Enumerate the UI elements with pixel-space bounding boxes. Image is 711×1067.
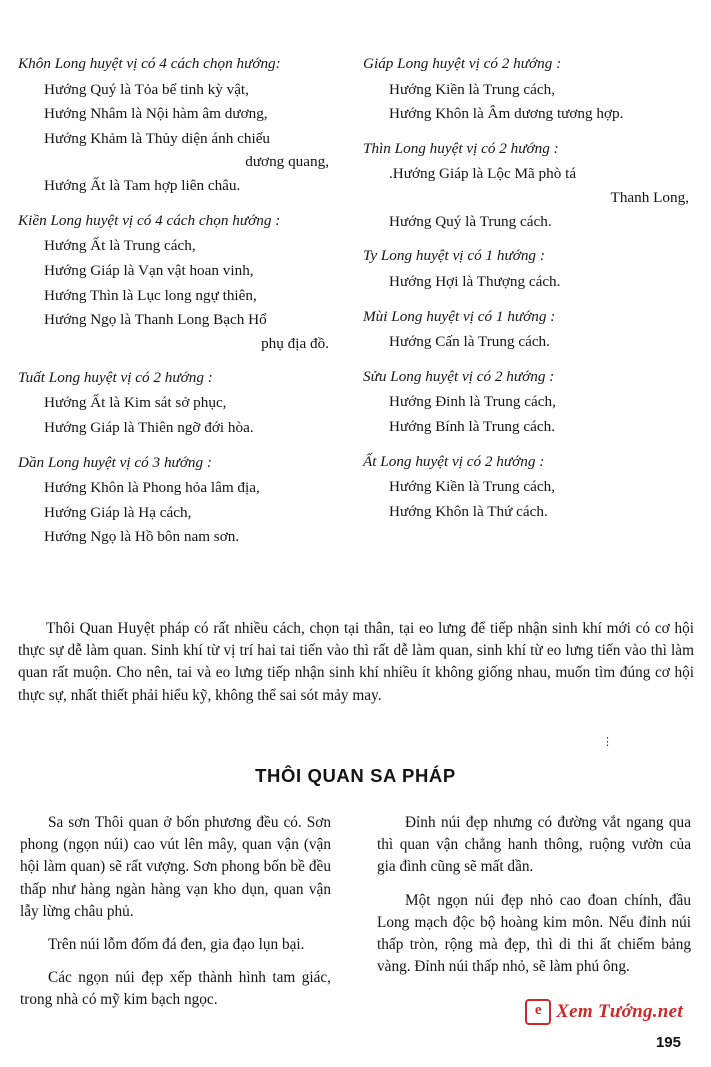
list-item: Hướng Quý là Tỏa bế tinh kỳ vật, bbox=[44, 80, 249, 98]
list-group bbox=[18, 451, 347, 550]
group-heading: Giáp Long huyệt vị có 2 hướng : bbox=[363, 55, 562, 72]
bottom-right-column bbox=[355, 812, 711, 989]
list-group bbox=[18, 52, 347, 199]
group-heading: Thìn Long huyệt vị có 2 hướng : bbox=[363, 139, 559, 157]
list-item: Hướng Bính là Trung cách. bbox=[389, 417, 556, 435]
list-item: Hướng Khôn là Âm dương tương hợp. bbox=[389, 105, 624, 123]
list-item: Hướng Kiền là Trung cách, bbox=[389, 478, 556, 496]
list-item: Hướng Thìn là Lục long ngự thiên, bbox=[44, 286, 257, 304]
list-item: Hướng Ất là Tam hợp liên châu. bbox=[44, 177, 241, 195]
page-number: 195 bbox=[655, 1034, 681, 1051]
right-column bbox=[355, 52, 711, 528]
bottom-two-column-area bbox=[0, 812, 711, 1022]
list-group bbox=[363, 137, 693, 235]
list-item: Hướng Khôn là Thứ cách. bbox=[389, 502, 548, 520]
list-item: Hướng Giáp là Hạ cách, bbox=[44, 503, 192, 521]
list-item: .Hướng Giáp là Lộc Mã phò tá bbox=[389, 165, 577, 183]
list-group bbox=[363, 450, 693, 525]
list-item: Hướng Cấn là Trung cách. bbox=[389, 333, 550, 351]
list-item-continuation: dương quang, bbox=[245, 153, 329, 171]
paragraph: Các ngọn núi đẹp xếp thành hình tam giác, trong nhà có mỹ kim bạch ngọc. bbox=[20, 969, 331, 1009]
list-group bbox=[363, 365, 693, 440]
left-column bbox=[0, 52, 355, 554]
group-heading: Mùi Long huyệt vị có 1 hướng : bbox=[363, 307, 556, 325]
section-title: THÔI QUAN SA PHÁP bbox=[255, 765, 456, 786]
watermark-badge-icon: e bbox=[525, 999, 551, 1025]
group-heading: Khôn Long huyệt vị có 4 cách chọn hướng: bbox=[18, 55, 281, 72]
list-item: Hướng Khảm là Thủy diện ánh chiếu bbox=[44, 129, 271, 147]
list-item: Hướng Quý là Trung cách. bbox=[389, 212, 552, 230]
list-item: Hướng Ất là Trung cách, bbox=[44, 237, 196, 255]
list-group bbox=[363, 305, 693, 355]
paragraph: Một ngọn núi đẹp nhỏ cao đoan chính, đầu Long mạch độc bộ hoàng kim môn. Nếu đỉnh núi thấp tròn, rộng mà đẹp, thì di thi ất chiếm bảng vàng. Đỉnh núi thấp nhỏ, sẽ làm phú ông. bbox=[377, 891, 691, 976]
list-item: Hướng Ngọ là Thanh Long Bạch Hổ bbox=[44, 311, 267, 329]
list-group bbox=[18, 209, 347, 356]
group-heading: Kiền Long huyệt vị có 4 cách chọn hướng : bbox=[18, 211, 281, 229]
group-heading: Dần Long huyệt vị có 3 hướng : bbox=[18, 453, 212, 471]
group-heading: Ty Long huyệt vị có 1 hướng : bbox=[363, 247, 545, 265]
group-heading: Sửu Long huyệt vị có 2 hướng : bbox=[363, 367, 555, 385]
body-paragraph: Thôi Quan Huyệt pháp có rất nhiều cách, chọn tại thân, tại eo lưng để tiếp nhận sinh khí mới có cơ hội thực sự dễ làm quan. Sinh khí từ vị trí hai tai tiến vào thì rất dễ làm quan, sinh khí từ eo lưng tiến vào thì làm quan rất muộn. Cho nên, tai và eo lưng tiếp nhận sinh khí nhiều ít không giống nhau, muốn tìm đúng cơ hội thực sự, nhất thiết phải hiểu kỹ, không thể sai sót mảy may. bbox=[18, 620, 694, 704]
list-item: Hướng Ngọ là Hồ bôn nam sơn. bbox=[44, 528, 240, 546]
list-item: Hướng Nhâm là Nội hàm âm dương, bbox=[44, 105, 268, 123]
paragraph: Sa sơn Thôi quan ở bốn phương đều có. Sơn phong (ngọn núi) cao vút lên mây, quan vận (vận hội làm quan) sẽ rất vượng. Sơn phong bốn bề đều thấp như hàng ngàn hàng vạn kho dụn, quan vận lẫy lừng châu phủ. bbox=[20, 814, 331, 920]
list-group bbox=[18, 366, 347, 441]
group-heading: Tuất Long huyệt vị có 2 hướng : bbox=[18, 368, 213, 386]
list-item-continuation: Thanh Long, bbox=[610, 189, 689, 206]
list-group bbox=[363, 52, 693, 127]
list-group bbox=[363, 244, 693, 294]
body-paragraph-block bbox=[18, 618, 694, 707]
margin-tick-mark: ⋮ bbox=[602, 736, 614, 748]
bottom-left-column bbox=[0, 812, 355, 1022]
watermark-text: Xem Tướng.net bbox=[556, 1001, 683, 1022]
paragraph: Trên núi lỗm đốm đá đen, gia đạo lụn bại. bbox=[48, 935, 305, 953]
list-item: Hướng Giáp là Vạn vật hoan vinh, bbox=[44, 262, 254, 280]
paragraph: Đỉnh núi đẹp nhưng có đường vắt ngang qua thì quan vận chẳng hanh thông, ruộng vườn của gia đình cũng sẽ mất dần. bbox=[377, 814, 691, 876]
list-item: Hướng Đinh là Trung cách, bbox=[389, 393, 556, 411]
list-item-continuation: phụ địa đồ. bbox=[261, 334, 329, 352]
list-item: Hướng Ất là Kim sát sở phục, bbox=[44, 394, 227, 412]
list-item: Hướng Hợi là Thượng cách. bbox=[389, 272, 561, 290]
two-column-list-area bbox=[0, 52, 711, 554]
list-item: Hướng Kiền là Trung cách, bbox=[389, 80, 556, 98]
group-heading: Ất Long huyệt vị có 2 hướng : bbox=[363, 452, 545, 470]
list-item: Hướng Giáp là Thiên ngỡ đới hòa. bbox=[44, 418, 254, 436]
watermark bbox=[525, 999, 683, 1025]
list-item: Hướng Khôn là Phong hỏa lâm địa, bbox=[44, 479, 260, 497]
